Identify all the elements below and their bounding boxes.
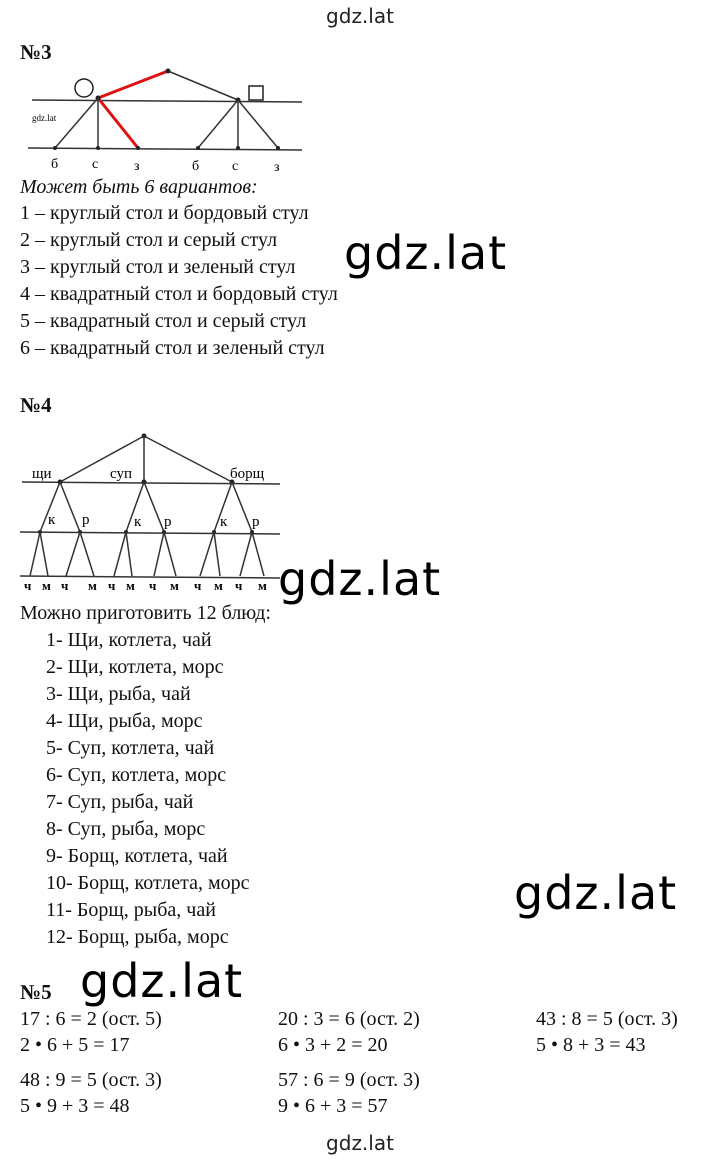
equation: 17 : 6 = 2 (ост. 5)	[20, 1008, 162, 1030]
tree-label-level1: щи	[32, 466, 52, 482]
task4-tree-diagram	[18, 428, 288, 592]
list-item: 6 – квадратный стол и зеленый стул	[20, 337, 325, 359]
task5-heading: №5	[20, 980, 52, 1004]
watermark: gdz.lat	[278, 552, 442, 606]
list-item: 5- Суп, котлета, чай	[46, 737, 215, 759]
branch-label: б	[51, 157, 59, 172]
site-footer-text: gdz.lat	[326, 1131, 394, 1155]
tree-label-level3: ч	[24, 578, 32, 592]
equation: 48 : 9 = 5 (ост. 3)	[20, 1069, 162, 1091]
tree-label-level3: ч	[61, 578, 69, 592]
task4-intro: Можно приготовить 12 блюд:	[20, 602, 271, 624]
square-table-icon	[249, 86, 263, 100]
tree-label-level2: р	[82, 512, 90, 528]
list-item: 9- Борщ, котлета, чай	[46, 845, 228, 867]
list-item: 11- Борщ, рыба, чай	[46, 899, 216, 921]
tree-label-level3: ч	[194, 578, 202, 592]
diagram-watermark: gdz.lat	[32, 113, 57, 123]
tree-label-level2: к	[48, 512, 56, 528]
list-item: 1 – круглый стол и бордовый стул	[20, 202, 309, 224]
tree-label-level3: ч	[235, 578, 243, 592]
equation: 43 : 8 = 5 (ост. 3)	[536, 1008, 678, 1030]
branch-label: з	[274, 160, 280, 175]
list-item: 3- Щи, рыба, чай	[46, 683, 191, 705]
list-item: 10- Борщ, котлета, морс	[46, 872, 250, 894]
tree-label-level2: р	[252, 514, 260, 530]
tree-label-level3: ч	[149, 578, 157, 592]
tree-label-level3: м	[170, 578, 179, 592]
site-header-text: gdz.lat	[326, 4, 394, 28]
watermark: gdz.lat	[80, 954, 244, 1008]
equation: 57 : 6 = 9 (ост. 3)	[278, 1069, 420, 1091]
list-item: 3 – круглый стол и зеленый стул	[20, 256, 296, 278]
task3-intro: Может быть 6 вариантов:	[20, 176, 258, 198]
tree-label-level3: м	[214, 578, 223, 592]
list-item: 4- Щи, рыба, морс	[46, 710, 203, 732]
tree-label-level1: суп	[110, 466, 132, 482]
tree-label-level3: ч	[108, 578, 116, 592]
tree-label-level2: р	[164, 514, 172, 530]
tree-label-level2: к	[220, 514, 228, 530]
branch-label: с	[232, 159, 239, 174]
equation: 2 • 6 + 5 = 17	[20, 1034, 130, 1056]
tree-label-level3: м	[258, 578, 267, 592]
equation: 9 • 6 + 3 = 57	[278, 1095, 388, 1117]
round-table-icon	[75, 79, 93, 97]
branch-label: б	[192, 159, 200, 174]
list-item: 7- Суп, рыба, чай	[46, 791, 194, 813]
list-item: 2- Щи, котлета, морс	[46, 656, 224, 678]
tree-label-level2: к	[134, 514, 142, 530]
list-item: 6- Суп, котлета, морс	[46, 764, 227, 786]
list-item: 8- Суп, рыба, морс	[46, 818, 206, 840]
branch-label: з	[134, 159, 140, 174]
list-item: 2 – круглый стол и серый стул	[20, 229, 278, 251]
list-item: 1- Щи, котлета, чай	[46, 629, 212, 651]
list-item: 5 – квадратный стол и серый стул	[20, 310, 307, 332]
equation: 5 • 8 + 3 = 43	[536, 1034, 646, 1056]
list-item: 4 – квадратный стол и бордовый стул	[20, 283, 338, 305]
task3-tree-diagram	[20, 62, 310, 182]
list-item: 12- Борщ, рыба, морс	[46, 926, 229, 948]
task4-heading: №4	[20, 393, 52, 417]
equation: 6 • 3 + 2 = 20	[278, 1034, 388, 1056]
tree-label-level3: м	[88, 578, 97, 592]
task3-heading: №3	[20, 40, 52, 64]
tree-label-level3: м	[126, 578, 135, 592]
branch-label: с	[92, 157, 99, 172]
equation: 5 • 9 + 3 = 48	[20, 1095, 130, 1117]
tree-label-level1: борщ	[230, 466, 265, 482]
watermark: gdz.lat	[344, 226, 508, 280]
watermark: gdz.lat	[514, 866, 678, 920]
tree-label-level3: м	[42, 578, 51, 592]
equation: 20 : 3 = 6 (ост. 2)	[278, 1008, 420, 1030]
